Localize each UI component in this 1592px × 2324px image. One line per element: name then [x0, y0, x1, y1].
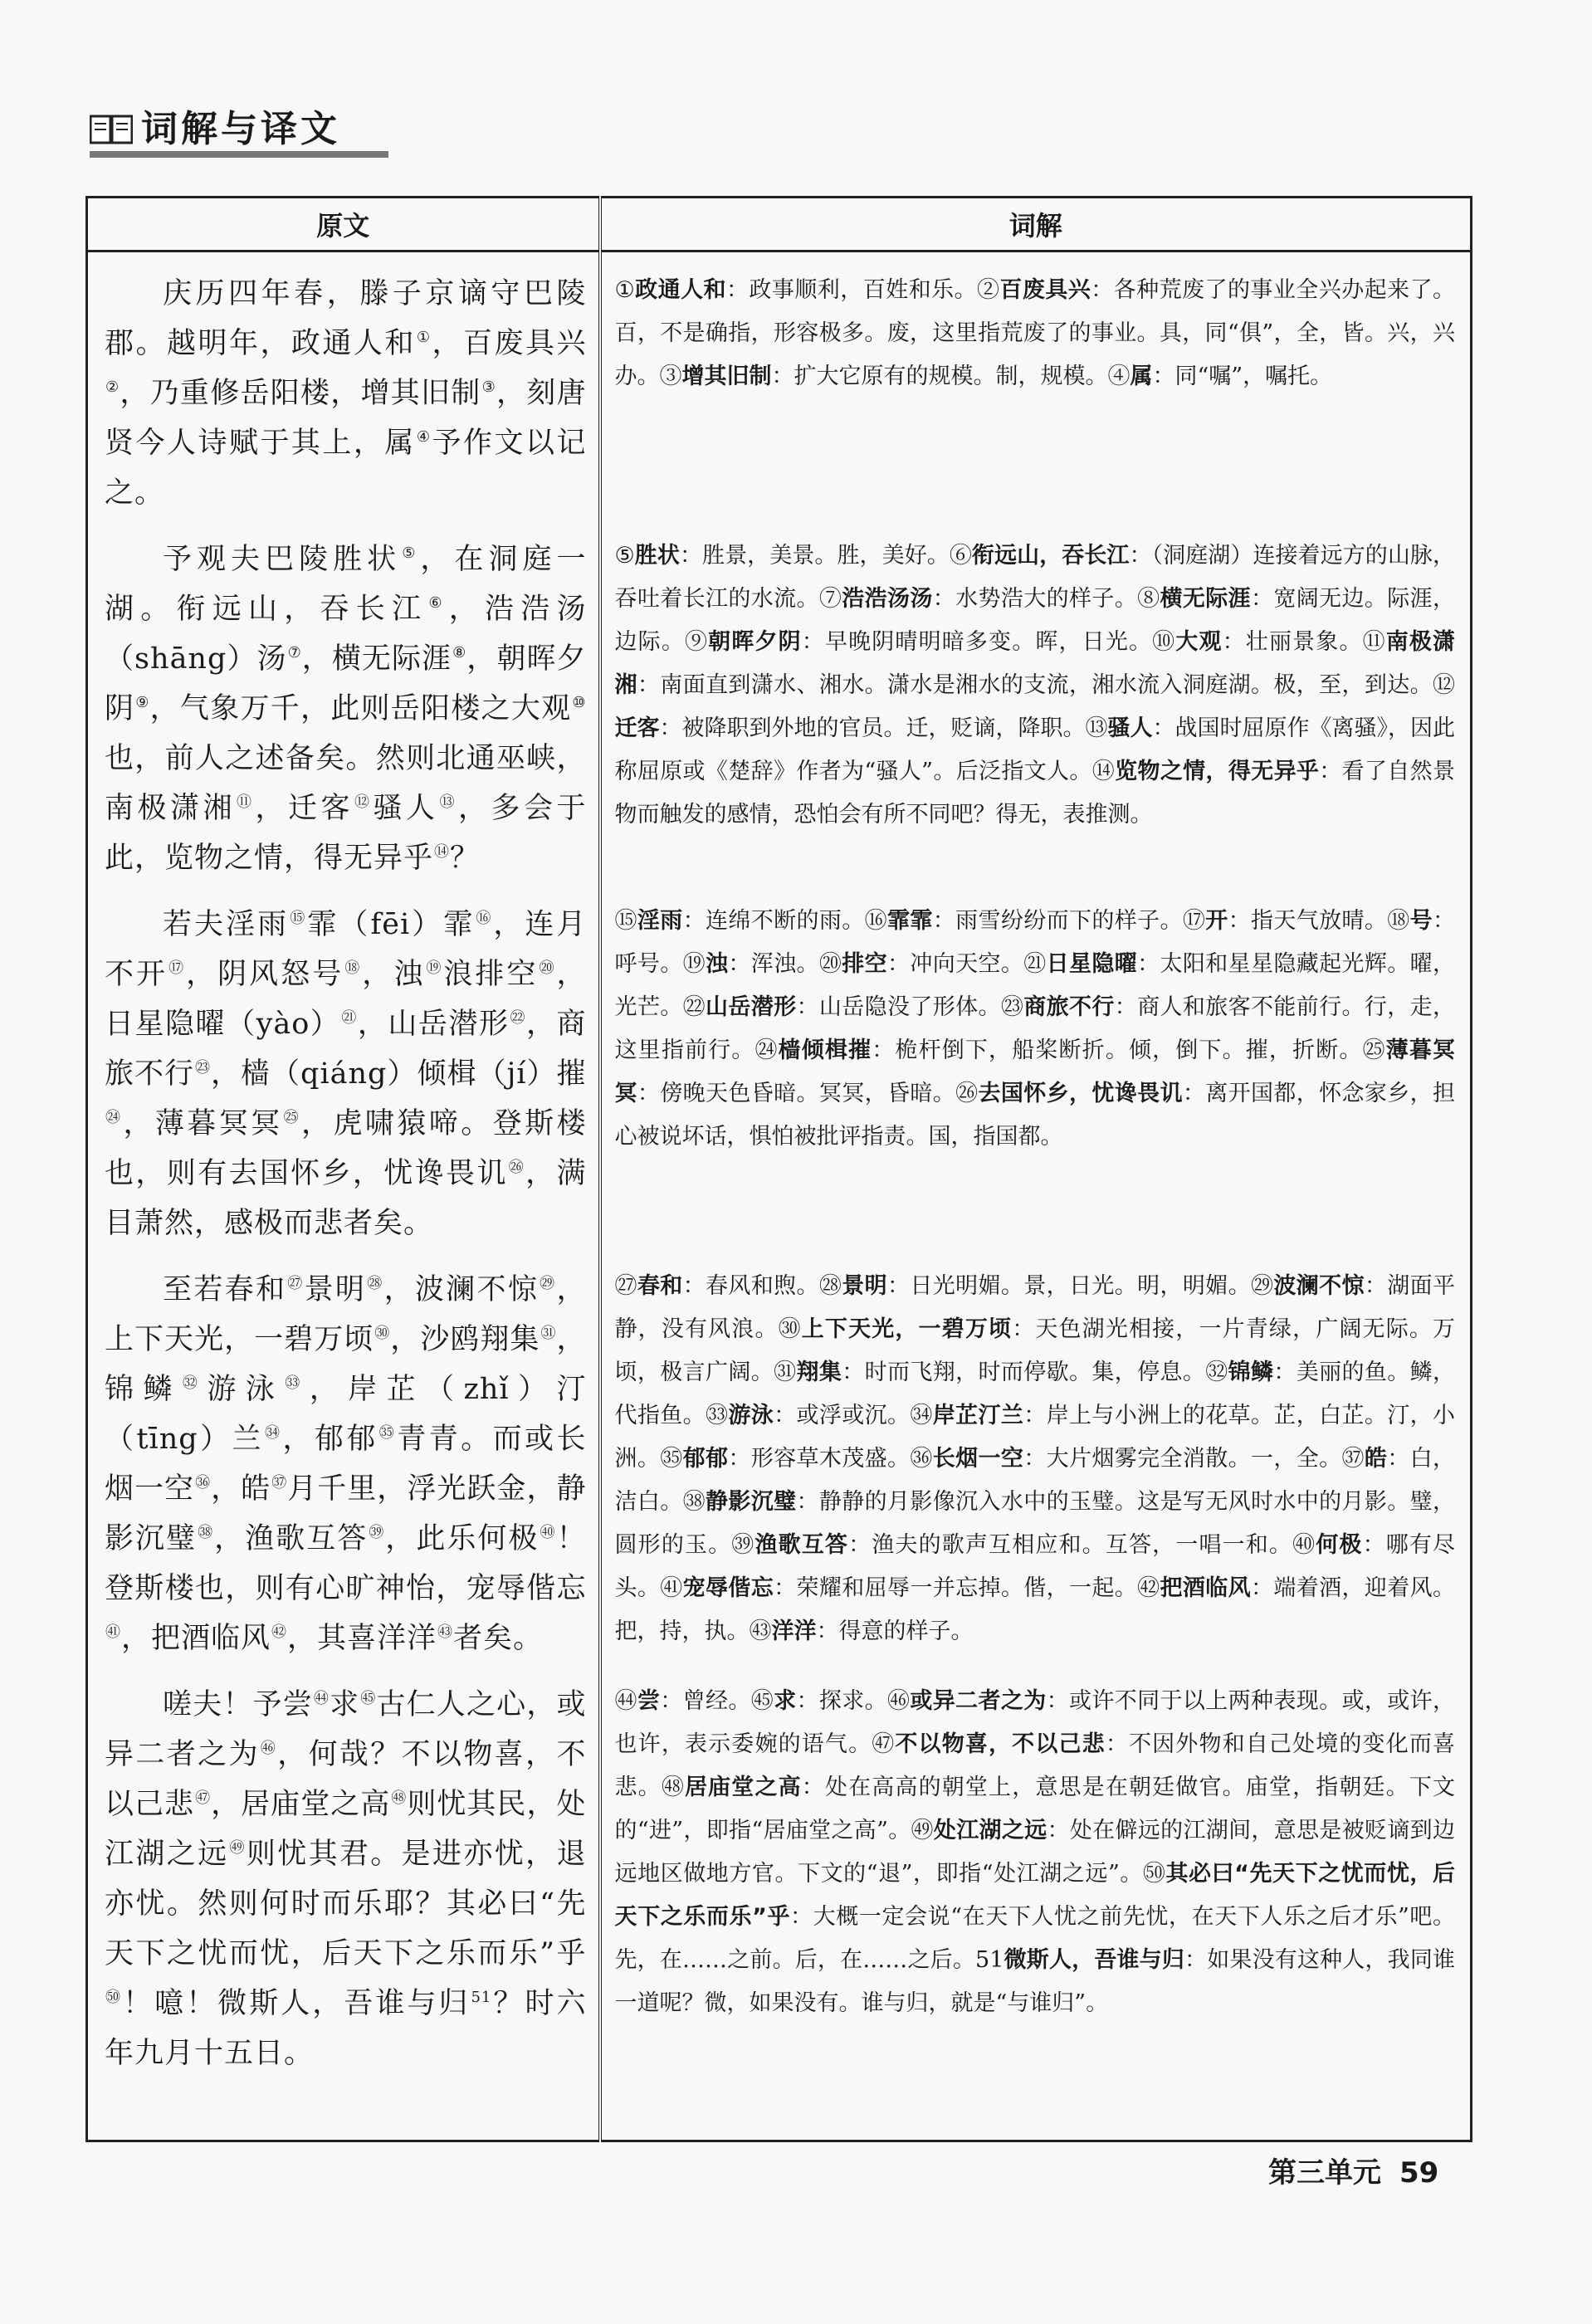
table-row	[87, 1663, 1472, 2141]
section-title: 词解与译文	[141, 108, 340, 150]
table-row	[87, 883, 1472, 1248]
column-header-original: 原文	[87, 198, 600, 251]
original-text: 若夫淫雨⑮霏（fēi）霏⑯，连月不开⑰，阴风怒号⑱，浊⑲浪排空⑳，日星隐曜（yào）$^㉑$，山岳潜形$^㉒$，商旅不行$^㉓$，樯（qiáng）倾楫（jí）摧$^㉔$，薄暮冥冥$^㉕$，虎啸猿啼。登斯楼也，则有去国怀乡，忧谗畏讥$^㉖$，满目萧然，感极而悲者矣。	[105, 908, 587, 1240]
gloss-text: ⑤胜状：胜景，美景。胜，美好。⑥衔远山，吞长江：（洞庭湖）连接着远方的山脉，吞吐着长江的水流。⑦浩浩汤汤：水势浩大的样子。⑧横无际涯：宽阔无边。际涯，边际。⑨朝晖夕阴：早晚阴晴明暗多变。晖，日光。⑩大观：壮丽景象。⑪南极潇湘：南面直到潇水、湘水。潇水是湘水的支流，湘水流入洞庭湖。极，至，到达。⑫迁客：被降职到外地的官员。迁，贬谪，降职。⑬骚人：战国时屈原作《离骚》，因此称屈原或《楚辞》作者为“骚人”。后泛指文人。⑭览物之情，得无异乎：看了自然景物而触发的感情，恐怕会有所不同吧？得无，表推测。	[614, 543, 1456, 828]
original-text: 至若春和$^㉗$景明$^㉘$，波澜不惊$^㉙$，上下天光，一碧万顷$^㉚$，沙鸥翔集$^㉛$，锦鳞$^㉜$游泳$^㉝$，岸芷（zhǐ）汀（tīng）兰$^㉞$，郁郁$^㉟$青青。而或长烟一空$^㊱$，皓$^㊲$月千里，浮光跃金，静影沉璧$^㊳$，渔歌互答$^㊴$，此乐何极$^㊵$！登斯楼也，则有心旷神怡，宠辱偕忘$^㊶$，把酒临风$^㊷$，其喜洋洋$^㊸$者矣。	[105, 1273, 587, 1655]
original-text: 庆历四年春，滕子京谪守巴陵郡。越明年，政通人和①，百废具兴②，乃重修岳阳楼，增其旧制③，刻唐贤今人诗赋于其上，属④予作文以记之。	[105, 277, 587, 510]
table-row	[87, 1248, 1472, 1663]
gloss-text: ⑮淫雨：连绵不断的雨。⑯霏霏：雨雪纷纷而下的样子。⑰开：指天气放晴。⑱号：呼号。⑲浊：浑浊。⑳排空：冲向天空。㉑日星隐曜：太阳和星星隐藏起光辉。曜，光芒。㉒山岳潜形：山岳隐没了形体。㉓商旅不行：商人和旅客不能前行。行，走，这里指前行。㉔樯倾楫摧：桅杆倒下，船桨断折。倾，倒下。摧，折断。㉕薄暮冥冥：傍晚天色昏暗。冥冥，昏暗。㉖去国怀乡，忧谗畏讥：离开国都，怀念家乡，担心被说坏话，惧怕被批评指责。国，指国都。	[614, 908, 1456, 1150]
original-text: 嗟夫！予尝$^㊹$求$^㊺$古仁人之心，或异二者之为$^㊻$，何哉？不以物喜，不以己悲$^㊼$，居庙堂之高$^㊽$则忧其民，处江湖之远$^㊾$则忧其君。是进亦忧，退亦忧。然则何时而乐耶？其必曰“先天下之忧而忧，后天下之乐而乐”乎$^㊿$！噫！微斯人，吾谁与归$^{51}$？时六年九月十五日。	[105, 1688, 587, 2070]
table-row	[87, 251, 1472, 519]
original-text: 予观夫巴陵胜状⑤，在洞庭一湖。衔远山，吞长江⑥，浩浩汤（shāng）汤⑦，横无际涯⑧，朝晖夕阴⑨，气象万千，此则岳阳楼之大观⑩也，前人之述备矣。然则北通巫峡，南极潇湘⑪，迁客⑫骚人⑬，多会于此，览物之情，得无异乎⑭？	[105, 543, 587, 875]
page-footer	[1268, 2150, 1457, 2190]
header-underline	[90, 151, 388, 158]
gloss-text: ㉗春和：春风和煦。㉘景明：日光明媚。景，日光。明，明媚。㉙波澜不惊：湖面平静，没有风浪。㉚上下天光，一碧万顷：天色湖光相接，一片青绿，广阔无际。万顷，极言广阔。㉛翔集：时而飞翔，时而停歇。集，停息。㉜锦鳞：美丽的鱼。鳞，代指鱼。㉝游泳：或浮或沉。㉞岸芷汀兰：岸上与小洲上的花草。芷，白芷。汀，小洲。㉟郁郁：形容草木茂盛。㊱长烟一空：大片烟雾完全消散。一，全。㊲皓：白，洁白。㊳静影沉璧：静静的月影像沉入水中的玉璧。这是写无风时水中的月影。璧，圆形的玉。㊴渔歌互答：渔夫的歌声互相应和。互答，一唱一和。㊵何极：哪有尽头。㊶宠辱偕忘：荣耀和屈辱一并忘掉。偕，一起。㊷把酒临风：端着酒，迎着风。把，持，执。㊸洋洋：得意的样子。	[614, 1273, 1456, 1644]
section-header	[90, 108, 388, 161]
gloss-text: ㊹尝：曾经。㊺求：探求。㊻或异二者之为：或许不同于以上两种表现。或，或许，也许，表示委婉的语气。㊼不以物喜，不以己悲：不因外物和自己处境的变化而喜悲。㊽居庙堂之高：处在高高的朝堂上，意思是在朝廷做官。庙堂，指朝廷。下文的“进”，即指“居庙堂之高”。㊾处江湖之远：处在僻远的江湖间，意思是被贬谪到边远地区做地方官。下文的“退”，即指“处江湖之远”。㊿其必曰“先天下之忧而忧，后天下之乐而乐”乎：大概一定会说“在天下人忧之前先忧，在天下人乐之后才乐”吧。先，在……之前。后，在……之后。51微斯人，吾谁与归：如果没有这种人，我同谁一道呢？微，如果没有。谁与归，就是“与谁归”。	[614, 1688, 1456, 2016]
table-row	[87, 518, 1472, 883]
page-number: 59	[1399, 2156, 1439, 2190]
column-header-gloss: 词解	[600, 198, 1472, 251]
gloss-text: ①政通人和：政事顺利，百姓和乐。②百废具兴：各种荒废了的事业全兴办起来了。百，不是确指，形容极多。废，这里指荒废了的事业。具，同“俱”，全，皆。兴，兴办。③增其旧制：扩大它原有的规模。制，规模。④属：同“嘱”，嘱托。	[614, 277, 1456, 389]
gloss-table	[85, 196, 1472, 2142]
open-book-icon	[90, 113, 133, 146]
unit-label: 第三单元	[1268, 2156, 1381, 2190]
